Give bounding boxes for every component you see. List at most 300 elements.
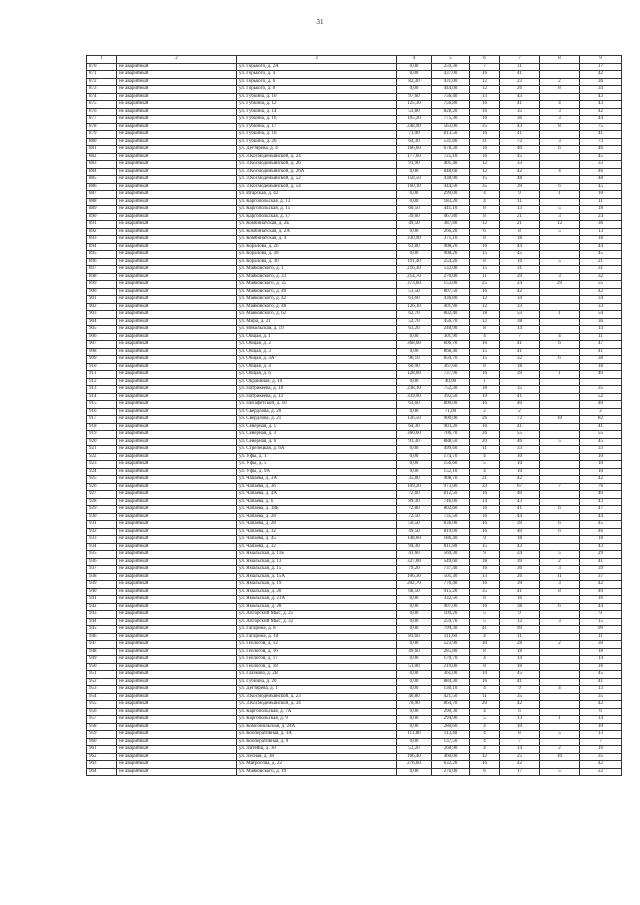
resident-count-cell: 46 bbox=[500, 438, 540, 446]
column-header: 2 bbox=[117, 56, 237, 64]
resident-count-cell: 14 bbox=[500, 746, 540, 754]
area-nonresidential-cell: 70,90 bbox=[397, 701, 432, 709]
total-count-cell: 10 bbox=[580, 453, 622, 461]
area-residential-cell: 850,70 bbox=[432, 356, 470, 364]
area-nonresidential-cell: 61,60 bbox=[397, 296, 432, 304]
resident-count-cell: 18 bbox=[500, 536, 540, 544]
total-count-cell: 22 bbox=[580, 768, 622, 776]
house-status-cell: не аварийный bbox=[117, 738, 237, 746]
extra-count-cell bbox=[540, 423, 580, 431]
resident-count-cell: 10 bbox=[500, 723, 540, 731]
house-status-cell: не аварийный bbox=[117, 266, 237, 274]
resident-count-cell: 35 bbox=[500, 108, 540, 116]
area-residential-cell: 706,70 bbox=[432, 431, 470, 439]
area-nonresidential-cell: 72,50 bbox=[397, 513, 432, 521]
address-cell: ул. Губкина, д. 12 bbox=[237, 101, 397, 109]
table-row bbox=[87, 123, 622, 131]
resident-count-cell: 40 bbox=[500, 401, 540, 409]
area-residential-cell: 802,40 bbox=[432, 311, 470, 319]
table-row bbox=[87, 86, 622, 94]
extra-count-cell bbox=[540, 161, 580, 169]
extra-count-cell bbox=[540, 176, 580, 184]
area-nonresidential-cell: 94,30 bbox=[397, 543, 432, 551]
address-cell: ул. Ангарский Мыс, д. 25 bbox=[237, 611, 397, 619]
total-count-cell: 33 bbox=[580, 446, 622, 454]
table-row bbox=[87, 371, 622, 379]
table-row bbox=[87, 701, 622, 709]
address-cell: ул. Ямальская, д. 15 bbox=[237, 566, 397, 574]
apartment-count-cell: 4 bbox=[470, 198, 500, 206]
house-status-cell: не аварийный bbox=[117, 446, 237, 454]
row-number-cell: 949 bbox=[87, 656, 117, 664]
row-number-cell: 964 bbox=[87, 768, 117, 776]
resident-count-cell: 41 bbox=[500, 131, 540, 139]
area-nonresidential-cell: 49,50 bbox=[397, 221, 432, 229]
apartment-count-cell: 16 bbox=[470, 566, 500, 574]
address-cell: ул. Чапаева, д. 18Б bbox=[237, 506, 397, 514]
resident-count-cell: 38 bbox=[500, 318, 540, 326]
resident-count-cell: 10 bbox=[500, 461, 540, 469]
area-residential-cell: 392,50 bbox=[432, 393, 470, 401]
extra-count-cell bbox=[540, 461, 580, 469]
area-residential-cell: 401,90 bbox=[432, 303, 470, 311]
total-count-cell: 14 bbox=[580, 656, 622, 664]
area-nonresidential-cell: 111,80 bbox=[397, 731, 432, 739]
row-number-cell: 903 bbox=[87, 311, 117, 319]
total-count-cell: 40 bbox=[580, 491, 622, 499]
resident-count-cell: 21 bbox=[500, 213, 540, 221]
address-cell: ул. Дегтярёва, д. 1 bbox=[237, 686, 397, 694]
apartment-count-cell: 35 bbox=[470, 588, 500, 596]
extra-count-cell bbox=[540, 198, 580, 206]
extra-count-cell bbox=[540, 401, 580, 409]
area-nonresidential-cell: 177,60 bbox=[397, 153, 432, 161]
row-number-cell: 914 bbox=[87, 393, 117, 401]
area-residential-cell: 908,70 bbox=[432, 476, 470, 484]
extra-count-cell bbox=[540, 513, 580, 521]
resident-count-cell: 42 bbox=[500, 761, 540, 769]
house-status-cell: не аварийный bbox=[117, 701, 237, 709]
house-status-cell: не аварийный bbox=[117, 483, 237, 491]
resident-count-cell: 40 bbox=[500, 146, 540, 154]
house-status-cell: не аварийный bbox=[117, 176, 237, 184]
resident-count-cell: 41 bbox=[500, 678, 540, 686]
area-residential-cell: 401,40 bbox=[432, 161, 470, 169]
row-number-cell: 871 bbox=[87, 71, 117, 79]
apartment-count-cell: 15 bbox=[470, 266, 500, 274]
row-number-cell: 888 bbox=[87, 198, 117, 206]
extra-count-cell bbox=[540, 468, 580, 476]
total-count-cell: 2 bbox=[580, 408, 622, 416]
total-count-cell: 41 bbox=[580, 678, 622, 686]
area-residential-cell: 290,30 bbox=[432, 708, 470, 716]
extra-count-cell bbox=[540, 476, 580, 484]
house-status-cell: не аварийный bbox=[117, 318, 237, 326]
address-cell: ул. Губкина, д. 18 bbox=[237, 131, 397, 139]
apartment-count-cell: 5 bbox=[470, 611, 500, 619]
area-residential-cell: 836,00 bbox=[432, 521, 470, 529]
table-row bbox=[87, 63, 622, 71]
table-row bbox=[87, 716, 622, 724]
row-number-cell: 925 bbox=[87, 476, 117, 484]
area-nonresidential-cell: 72,80 bbox=[397, 506, 432, 514]
apartment-count-cell: 8 bbox=[470, 206, 500, 214]
address-cell: ул. Уфы, д. 5 bbox=[237, 461, 397, 469]
total-count-cell: 43 bbox=[580, 543, 622, 551]
area-residential-cell: 632,20 bbox=[432, 761, 470, 769]
area-residential-cell: 130,10 bbox=[432, 686, 470, 694]
address-cell: ул. Губкина, д. 17 bbox=[237, 123, 397, 131]
apartment-count-cell: 12 bbox=[470, 86, 500, 94]
address-cell: ул. Геологов, д. 12 bbox=[237, 641, 397, 649]
area-residential-cell: 437,00 bbox=[432, 71, 470, 79]
resident-count-cell: 13 bbox=[500, 716, 540, 724]
column-header: 4 bbox=[397, 56, 432, 64]
apartment-count-cell: 6 bbox=[470, 596, 500, 604]
resident-count-cell: 41 bbox=[500, 393, 540, 401]
house-status-cell: не аварийный bbox=[117, 251, 237, 259]
total-count-cell: 47 bbox=[580, 506, 622, 514]
row-number-cell: 887 bbox=[87, 191, 117, 199]
extra-count-cell: 5 bbox=[540, 258, 580, 266]
house-status-cell: не аварийный bbox=[117, 656, 237, 664]
row-number-cell: 905 bbox=[87, 326, 117, 334]
row-number-cell: 924 bbox=[87, 468, 117, 476]
area-residential-cell: 156,60 bbox=[432, 461, 470, 469]
apartment-count-cell: 11 bbox=[470, 693, 500, 701]
house-status-cell: не аварийный bbox=[117, 378, 237, 386]
area-nonresidential-cell: 238,10 bbox=[397, 386, 432, 394]
total-count-cell: 42 bbox=[580, 71, 622, 79]
row-number-cell: 922 bbox=[87, 453, 117, 461]
house-status-cell: не аварийный bbox=[117, 311, 237, 319]
resident-count-cell: 21 bbox=[500, 221, 540, 229]
total-count-cell: 7 bbox=[580, 738, 622, 746]
row-number-cell: 883 bbox=[87, 161, 117, 169]
area-nonresidential-cell: 0,00 bbox=[397, 71, 432, 79]
house-status-cell: не аварийный bbox=[117, 566, 237, 574]
house-status-cell: не аварийный bbox=[117, 371, 237, 379]
resident-count-cell: 38 bbox=[500, 603, 540, 611]
area-residential-cell: 137,50 bbox=[432, 738, 470, 746]
address-cell: ул. Чапаева, д. 32 bbox=[237, 528, 397, 536]
house-status-cell: не аварийный bbox=[117, 588, 237, 596]
total-count-cell: 43 bbox=[580, 93, 622, 101]
address-cell: ул. Игарская, д. 42 bbox=[237, 191, 397, 199]
table-row bbox=[87, 671, 622, 679]
area-nonresidential-cell: 49,60 bbox=[397, 648, 432, 656]
area-residential-cell: 153,00 bbox=[432, 281, 470, 289]
extra-count-cell: 5 bbox=[540, 731, 580, 739]
row-number-cell: 872 bbox=[87, 78, 117, 86]
row-number-cell: 930 bbox=[87, 513, 117, 521]
house-status-cell: не аварийный bbox=[117, 341, 237, 349]
table-row bbox=[87, 761, 622, 769]
row-number-cell: 953 bbox=[87, 686, 117, 694]
area-nonresidential-cell: 126,10 bbox=[397, 303, 432, 311]
address-cell: ул. Патрикеева, д. 10 bbox=[237, 386, 397, 394]
apartment-count-cell: 16 bbox=[470, 341, 500, 349]
extra-count-cell bbox=[540, 326, 580, 334]
area-residential-cell: 444,00 bbox=[432, 86, 470, 94]
table-row bbox=[87, 333, 622, 341]
address-cell: ул. Ангарский Мыс, д. 32 bbox=[237, 618, 397, 626]
address-cell: ул. Лесная, д. 38 bbox=[237, 753, 397, 761]
area-residential-cell: 737,40 bbox=[432, 566, 470, 574]
table-row bbox=[87, 626, 622, 634]
row-number-cell: 951 bbox=[87, 671, 117, 679]
row-number-cell: 932 bbox=[87, 528, 117, 536]
address-cell: ул. Ямальская, д. 21А bbox=[237, 596, 397, 604]
total-count-cell: 44 bbox=[580, 243, 622, 251]
house-status-cell: не аварийный bbox=[117, 191, 237, 199]
area-nonresidential-cell: 60,50 bbox=[397, 206, 432, 214]
table-row bbox=[87, 138, 622, 146]
house-status-cell: не аварийный bbox=[117, 461, 237, 469]
table-row bbox=[87, 476, 622, 484]
table-row bbox=[87, 648, 622, 656]
resident-count-cell: 45 bbox=[500, 671, 540, 679]
apartment-count-cell: 4 bbox=[470, 738, 500, 746]
row-number-cell: 948 bbox=[87, 648, 117, 656]
extra-count-cell: 3 bbox=[540, 138, 580, 146]
address-cell: ул. Ямальская, д. 20 bbox=[237, 588, 397, 596]
address-cell: ул. Свердлова, д. 21 bbox=[237, 416, 397, 424]
area-residential-cell: 606,70 bbox=[432, 341, 470, 349]
extra-count-cell bbox=[540, 63, 580, 71]
area-residential-cell: 332,50 bbox=[432, 596, 470, 604]
address-cell: ул. Коралова, д. 28 bbox=[237, 251, 397, 259]
house-status-cell: не аварийный bbox=[117, 416, 237, 424]
apartment-count-cell: 20 bbox=[470, 701, 500, 709]
address-cell: ул. Чапаева, д. 32 bbox=[237, 543, 397, 551]
area-nonresidential-cell: 0,00 bbox=[397, 626, 432, 634]
address-cell: ул. Маяковского, д. 23 bbox=[237, 273, 397, 281]
house-status-cell: не аварийный bbox=[117, 213, 237, 221]
total-count-cell: 45 bbox=[580, 671, 622, 679]
apartment-count-cell: 16 bbox=[470, 116, 500, 124]
apartment-count-cell: 23 bbox=[470, 483, 500, 491]
extra-count-cell: 5 bbox=[540, 206, 580, 214]
extra-count-cell bbox=[540, 431, 580, 439]
area-residential-cell: 444,50 bbox=[432, 183, 470, 191]
area-nonresidential-cell: 96,10 bbox=[397, 356, 432, 364]
area-residential-cell: 270,00 bbox=[432, 273, 470, 281]
resident-count-cell: 9 bbox=[500, 191, 540, 199]
total-count-cell: 49 bbox=[580, 588, 622, 596]
total-count-cell: 16 bbox=[580, 663, 622, 671]
resident-count-cell: 43 bbox=[500, 543, 540, 551]
resident-count-cell: 23 bbox=[500, 78, 540, 86]
apartment-count-cell: 8 bbox=[470, 213, 500, 221]
area-residential-cell: 800,00 bbox=[432, 401, 470, 409]
row-number-cell: 933 bbox=[87, 536, 117, 544]
total-count-cell: 82 bbox=[580, 416, 622, 424]
extra-count-cell bbox=[540, 93, 580, 101]
extra-count-cell bbox=[540, 738, 580, 746]
row-number-cell: 928 bbox=[87, 498, 117, 506]
apartment-count-cell: 9 bbox=[470, 551, 500, 559]
address-cell: ул. Свердлова, д. 20 bbox=[237, 408, 397, 416]
resident-count-cell: 9 bbox=[500, 686, 540, 694]
area-residential-cell: 888,50 bbox=[432, 438, 470, 446]
house-status-cell: не аварийный bbox=[117, 123, 237, 131]
extra-count-cell bbox=[540, 708, 580, 716]
house-status-cell: не аварийный bbox=[117, 513, 237, 521]
house-status-cell: не аварийный bbox=[117, 296, 237, 304]
row-number-cell: 890 bbox=[87, 213, 117, 221]
table-row bbox=[87, 108, 622, 116]
address-cell: ул. Комбинатская, д. 2Б bbox=[237, 221, 397, 229]
apartment-count-cell: 7 bbox=[470, 63, 500, 71]
row-number-cell: 942 bbox=[87, 603, 117, 611]
total-count-cell: 42 bbox=[580, 761, 622, 769]
apartment-count-cell: 5 bbox=[470, 461, 500, 469]
area-residential-cell: 152,10 bbox=[432, 468, 470, 476]
table-row bbox=[87, 296, 622, 304]
apartment-count-cell: 35 bbox=[470, 183, 500, 191]
total-count-cell: 40 bbox=[580, 371, 622, 379]
apartment-count-cell: 4 bbox=[470, 333, 500, 341]
house-status-cell: не аварийный bbox=[117, 101, 237, 109]
extra-count-cell: 1 bbox=[540, 191, 580, 199]
address-cell: ул. Мира, д. 21 bbox=[237, 318, 397, 326]
table-row bbox=[87, 731, 622, 739]
address-cell: ул. З.Космодемьянской, д. 26А bbox=[237, 168, 397, 176]
area-nonresidential-cell: 106,40 bbox=[397, 753, 432, 761]
area-residential-cell: 746,00 bbox=[432, 498, 470, 506]
area-nonresidential-cell: 63,60 bbox=[397, 401, 432, 409]
row-number-cell: 907 bbox=[87, 341, 117, 349]
apartment-count-cell: 16 bbox=[470, 288, 500, 296]
table-row bbox=[87, 78, 622, 86]
table-row bbox=[87, 288, 622, 296]
area-nonresidential-cell: 0,00 bbox=[397, 168, 432, 176]
house-status-cell: не аварийный bbox=[117, 603, 237, 611]
area-nonresidential-cell: 40,80 bbox=[397, 693, 432, 701]
area-nonresidential-cell: 0,00 bbox=[397, 191, 432, 199]
column-header: 3 bbox=[237, 56, 397, 64]
house-status-cell: не аварийный bbox=[117, 753, 237, 761]
total-count-cell: 38 bbox=[580, 356, 622, 364]
area-residential-cell: 186,40 bbox=[432, 536, 470, 544]
row-number-cell: 943 bbox=[87, 611, 117, 619]
resident-count-cell: 33 bbox=[500, 446, 540, 454]
address-cell: ул. Кооперативная, д. 9 bbox=[237, 738, 397, 746]
resident-count-cell: 8 bbox=[500, 731, 540, 739]
table-row bbox=[87, 461, 622, 469]
resident-count-cell: 41 bbox=[500, 341, 540, 349]
apartment-count-cell: 16 bbox=[470, 678, 500, 686]
house-status-cell: не аварийный bbox=[117, 153, 237, 161]
extra-count-cell bbox=[540, 378, 580, 386]
extra-count-cell bbox=[540, 656, 580, 664]
row-number-cell: 896 bbox=[87, 258, 117, 266]
address-cell: ул. Ямальская, д. 13 bbox=[237, 558, 397, 566]
apartment-count-cell: 16 bbox=[470, 153, 500, 161]
extra-count-cell: 1 bbox=[540, 311, 580, 319]
resident-count-cell: 35 bbox=[500, 693, 540, 701]
resident-count-cell: 43 bbox=[500, 93, 540, 101]
extra-count-cell bbox=[540, 693, 580, 701]
area-residential-cell: 371,10 bbox=[432, 236, 470, 244]
row-number-cell: 963 bbox=[87, 761, 117, 769]
area-nonresidential-cell: 0,00 bbox=[397, 716, 432, 724]
area-nonresidential-cell: 360,60 bbox=[397, 431, 432, 439]
address-cell: ул. Чапаева, д. 45 bbox=[237, 536, 397, 544]
area-residential-cell: 240,90 bbox=[432, 326, 470, 334]
total-count-cell: 55 bbox=[580, 431, 622, 439]
table-row bbox=[87, 101, 622, 109]
area-residential-cell: 735,50 bbox=[432, 513, 470, 521]
area-nonresidential-cell: 136,50 bbox=[397, 416, 432, 424]
resident-count-cell: 44 bbox=[500, 243, 540, 251]
area-nonresidential-cell: 49,50 bbox=[397, 528, 432, 536]
total-count-cell: 41 bbox=[580, 423, 622, 431]
house-status-cell: не аварийный bbox=[117, 146, 237, 154]
extra-count-cell: 3 bbox=[540, 273, 580, 281]
area-nonresidential-cell: 53,20 bbox=[397, 746, 432, 754]
address-cell: ул. Общая, д. 2 bbox=[237, 341, 397, 349]
row-number-cell: 945 bbox=[87, 626, 117, 634]
area-residential-cell: 903,20 bbox=[432, 423, 470, 431]
extra-count-cell: 10 bbox=[540, 416, 580, 424]
address-cell: ул. Губкина, д. 16 bbox=[237, 116, 397, 124]
table-row bbox=[87, 221, 622, 229]
resident-count-cell: 11 bbox=[500, 198, 540, 206]
extra-count-cell bbox=[540, 131, 580, 139]
total-count-cell: 41 bbox=[580, 558, 622, 566]
total-count-cell: 13 bbox=[580, 731, 622, 739]
row-number-cell: 906 bbox=[87, 333, 117, 341]
house-status-cell: не аварийный bbox=[117, 468, 237, 476]
house-status-cell: не аварийный bbox=[117, 671, 237, 679]
table-row bbox=[87, 401, 622, 409]
house-status-cell: не аварийный bbox=[117, 93, 237, 101]
resident-count-cell: 16 bbox=[500, 596, 540, 604]
resident-count-cell: 41 bbox=[500, 588, 540, 596]
house-status-cell: не аварийный bbox=[117, 663, 237, 671]
area-residential-cell: 301,90 bbox=[432, 333, 470, 341]
apartment-count-cell: 13 bbox=[470, 573, 500, 581]
area-nonresidential-cell: 125,30 bbox=[397, 101, 432, 109]
row-number-cell: 950 bbox=[87, 663, 117, 671]
area-residential-cell: 441,10 bbox=[432, 206, 470, 214]
row-number-cell: 892 bbox=[87, 228, 117, 236]
table-row bbox=[87, 356, 622, 364]
table-row bbox=[87, 423, 622, 431]
area-residential-cell: 280,60 bbox=[432, 723, 470, 731]
area-nonresidential-cell: 0,00 bbox=[397, 63, 432, 71]
area-nonresidential-cell: 81,60 bbox=[397, 633, 432, 641]
extra-count-cell bbox=[540, 288, 580, 296]
area-residential-cell: 367,60 bbox=[432, 363, 470, 371]
address-cell: ул. Геологов, д. 18 bbox=[237, 663, 397, 671]
extra-count-cell: 6 bbox=[540, 341, 580, 349]
address-cell: ул. Горького, д. 4 bbox=[237, 71, 397, 79]
apartment-count-cell: 5 bbox=[470, 716, 500, 724]
row-number-cell: 901 bbox=[87, 296, 117, 304]
table-row bbox=[87, 633, 622, 641]
apartment-count-cell: 16 bbox=[470, 506, 500, 514]
resident-count-cell: 8 bbox=[500, 228, 540, 236]
house-status-cell: не аварийный bbox=[117, 746, 237, 754]
address-cell: ул. Губкина, д. 20 bbox=[237, 678, 397, 686]
address-cell: ул. Глазкова, д. 2В bbox=[237, 671, 397, 679]
house-status-cell: не аварийный bbox=[117, 198, 237, 206]
table-row bbox=[87, 528, 622, 536]
address-cell: ул. З.Космодемьянской, д. 24 bbox=[237, 153, 397, 161]
